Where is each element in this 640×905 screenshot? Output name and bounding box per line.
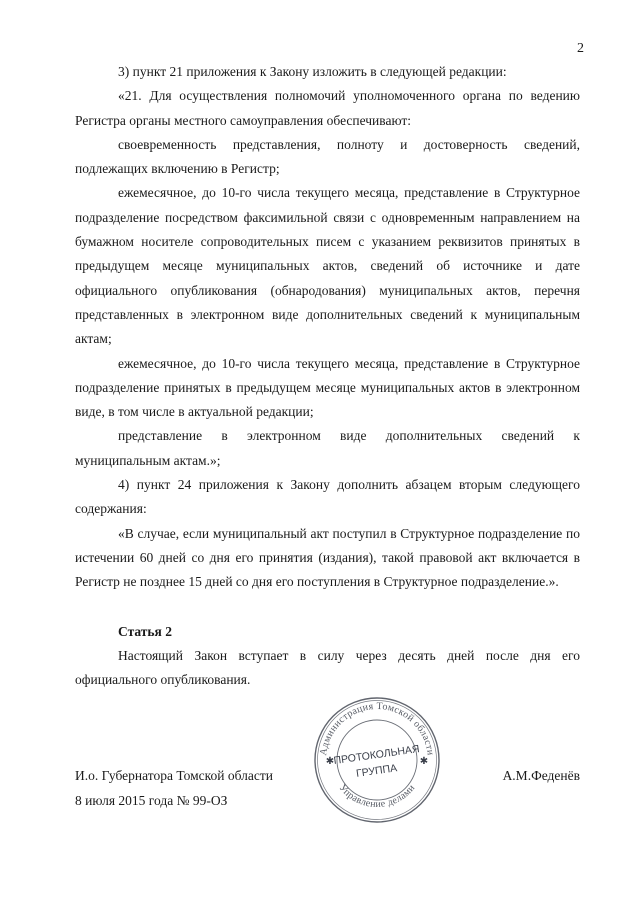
signatory-name: А.М.Феденёв: [502, 768, 580, 783]
document-body: [75, 60, 580, 692]
stamp-ring-bottom: Управление делами: [336, 782, 418, 811]
paragraph: ежемесячное, до 10-го числа текущего месяца, представление в Структурное подразделение посредством факсимильной связи с одновременным направлением на бумажном носителе сопроводительных писем с указанием реквизитов принятых в предыдущем месяце муниципальных актов, сведений об источнике и дате официального опубликования (обнародования) муниципальных актов, перечня представленных в электронном виде дополнительных сведений к муниципальным актам;: [75, 185, 580, 347]
signatory-position: И.о. Губернатора Томской области: [75, 768, 273, 783]
page-number: 2: [577, 41, 584, 56]
paragraph: 4) пункт 24 приложения к Закону дополнить абзацем вторым следующего содержания:: [75, 477, 580, 517]
article-heading: Статья 2: [118, 623, 172, 639]
stamp-star-left: ✱: [325, 756, 335, 767]
stamp-ring-top: Администрация Томской области: [318, 700, 436, 757]
stamp-star-right: ✱: [419, 756, 429, 767]
paragraph: представление в электронном виде дополнительных сведений к муниципальным актам.»;: [75, 428, 580, 468]
stamp-center-line2: ГРУППА: [355, 762, 398, 780]
paragraph: «21. Для осуществления полномочий уполномоченного органа по ведению Регистра органы местного самоуправления обеспечивают:: [75, 88, 580, 128]
law-date-number: 8 июля 2015 года № 99-ОЗ: [75, 792, 228, 808]
paragraph: своевременность представления, полноту и достоверность сведений, подлежащих включению в Регистр;: [75, 136, 580, 177]
paragraph: ежемесячное, до 10-го числа текущего месяца, представление в Структурное подразделение принятых в предыдущем месяце муниципальных актов в электронном виде, в том числе в актуальной редакции;: [75, 355, 580, 420]
official-stamp: [312, 695, 442, 825]
paragraph: 3) пункт 21 приложения к Закону изложить в следующей редакции:: [118, 64, 507, 79]
stamp-center-line1: ПРОТОКОЛЬНАЯ: [332, 743, 421, 767]
paragraph: «В случае, если муниципальный акт поступил в Структурное подразделение по истечении 60 дней со дня его принятия (издания), такой правовой акт включается в Регистр не позднее 15 дней со дня его поступления в Структурное подразделение.».: [75, 525, 580, 590]
article-text: Настоящий Закон вступает в силу через десять дней после дня его официального опубликования.: [75, 647, 580, 688]
